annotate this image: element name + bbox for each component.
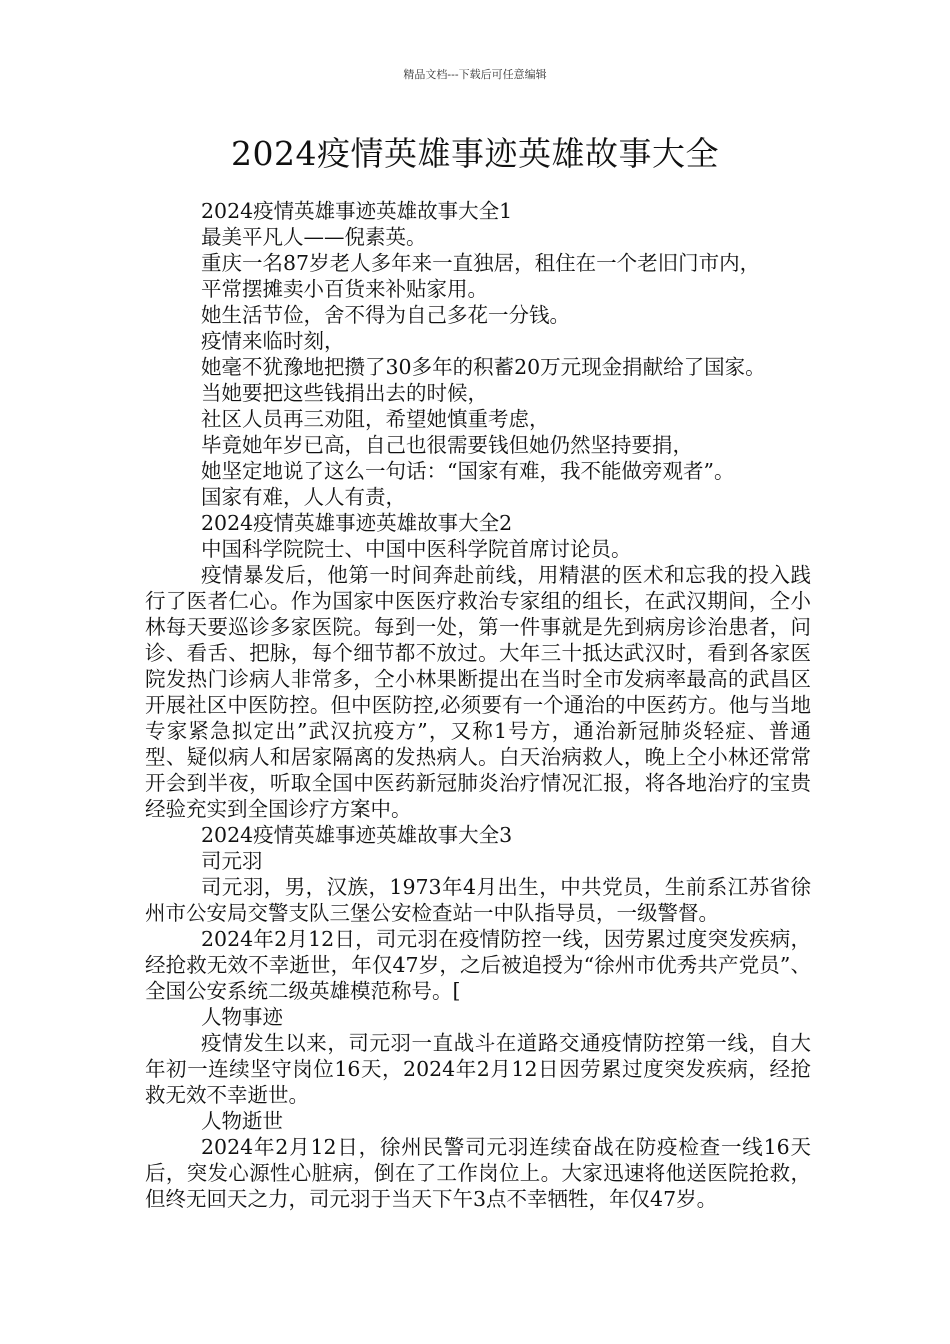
paragraph: 疫情发生以来，司元羽一直战斗在道路交通疫情防控第一线，自大年初一连续坚守岗位16天，2024年2月12日因劳累过度突发疾病，经抢救无效不幸逝世。 <box>145 1031 811 1107</box>
text-line: 她毫不犹豫地把攒了30多年的积蓄20万元现金捐献给了国家。 <box>201 355 766 379</box>
document-title: 2024疫情英雄事迹英雄故事大全 <box>231 134 719 173</box>
subheading: 人物事迹 <box>201 1005 283 1029</box>
paragraph: 疫情暴发后，他第一时间奔赴前线，用精湛的医术和忘我的投入践行了医者仁心。作为国家中医医疗救治专家组的组长，在武汉期间，仝小林每天要巡诊多家医院。每到一处，第一件事就是先到病房诊治患者，问诊、看舌、把脉，每个细节都不放过。大年三十抵达武汉时，看到各家医院发热门诊病人非常多，仝小林果断提出在当时全市发病率最高的武昌区开展社区中医防控。但中医防控,必须要有一个通治的中医药方。他与当地专家紧急拟定出”武汉抗疫方”，又称1号方，通治新冠肺炎轻症、普通型、疑似病人和居家隔离的发热病人。白天治病救人，晚上仝小林还常常开会到半夜，听取全国中医药新冠肺炎治疗情况汇报，将各地治疗的宝贵经验充实到全国诊疗方案中。 <box>145 563 811 821</box>
section-heading: 2024疫情英雄事迹英雄故事大全2 <box>201 511 513 535</box>
paragraph: 司元羽，男，汉族，1973年4月出生，中共党员，生前系江苏省徐州市公安局交警支队三堡公安检查站一中队指导员，一级警督。 <box>145 875 811 925</box>
subheading: 人物逝世 <box>201 1109 283 1133</box>
section-heading: 2024疫情英雄事迹英雄故事大全3 <box>201 823 513 847</box>
text-line: 当她要把这些钱捐出去的时候， <box>201 381 488 405</box>
text-line: 最美平凡人——倪素英。 <box>201 225 427 249</box>
text-line: 毕竟她年岁已高，自己也很需要钱但她仍然坚持要捐， <box>201 433 693 457</box>
text-line: 疫情来临时刻， <box>201 329 345 353</box>
text-line: 她坚定地说了这么一句话：“国家有难，我不能做旁观者”。 <box>201 459 735 483</box>
text-line: 她生活节俭，舍不得为自己多花一分钱。 <box>201 303 570 327</box>
person-name: 司元羽 <box>201 849 263 873</box>
document-body <box>145 198 811 1212</box>
paragraph: 2024年2月12日，徐州民警司元羽连续奋战在防疫检查一线16天后，突发心源性心脏病，倒在了工作岗位上。大家迅速将他送医院抢救，但终无回天之力，司元羽于当天下午3点不幸牺牲，年仅47岁。 <box>145 1135 811 1211</box>
text-line: 重庆一名87岁老人多年来一直独居，租住在一个老旧门市内， <box>201 251 761 275</box>
text-line: 社区人员再三劝阻，希望她慎重考虑， <box>201 407 550 431</box>
paragraph: 2024年2月12日，司元羽在疫情防控一线，因劳累过度突发疾病，经抢救无效不幸逝世，年仅47岁，之后被追授为“徐州市优秀共产党员”、全国公安系统二级英雄模范称号。[ <box>145 927 811 1003</box>
text-line: 中国科学院院士、中国中医科学院首席讨论员。 <box>201 537 632 561</box>
text-line: 国家有难，人人有责， <box>201 485 406 509</box>
section-heading: 2024疫情英雄事迹英雄故事大全1 <box>201 199 513 223</box>
text-line: 平常摆摊卖小百货来补贴家用。 <box>201 277 488 301</box>
page-header: 精品文档---下载后可任意编辑 <box>403 68 547 81</box>
